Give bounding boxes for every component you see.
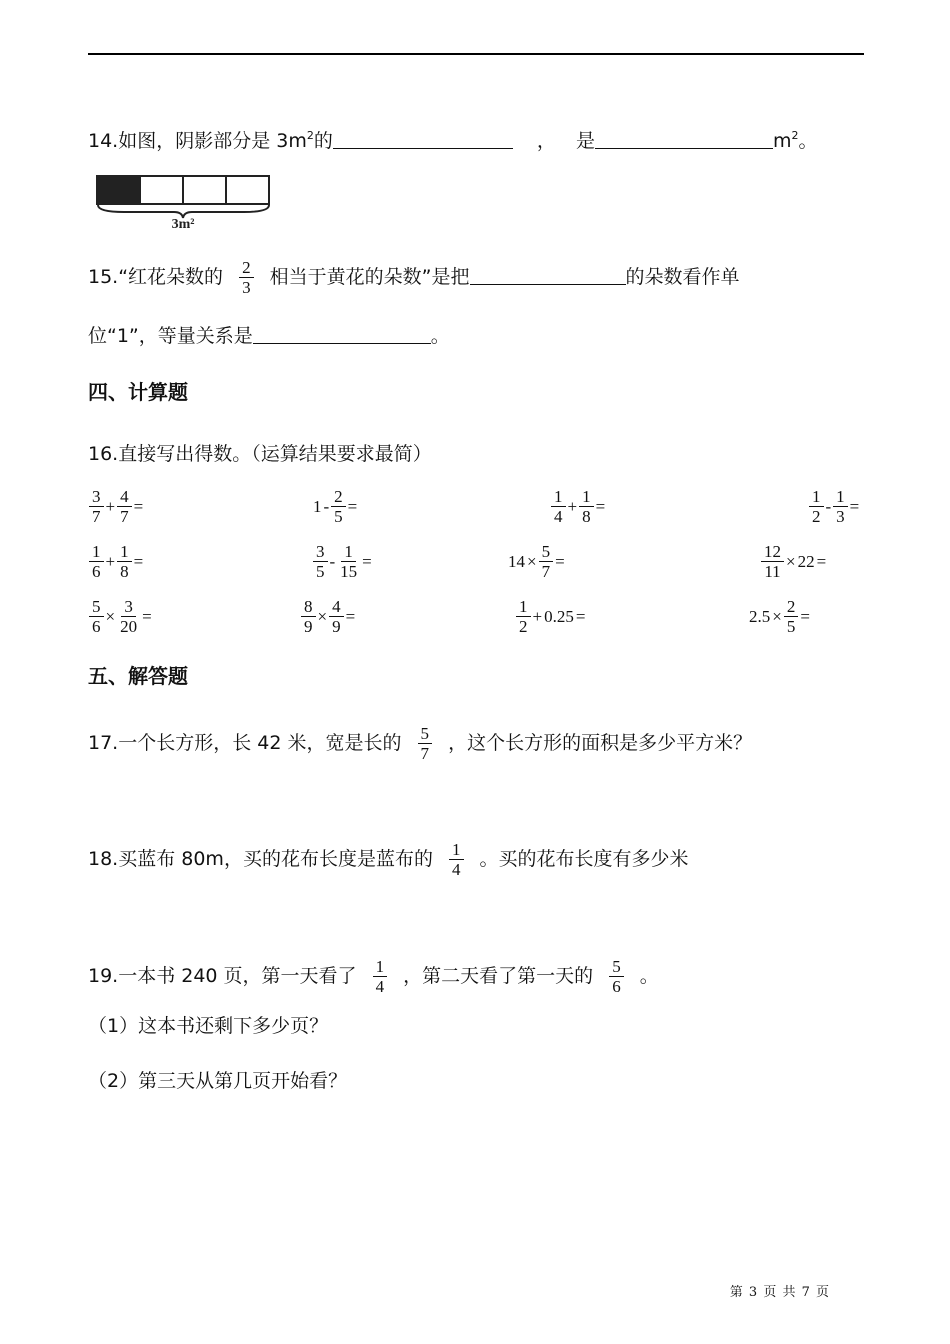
calc-10-a-den: 9 — [304, 617, 313, 636]
calc-item-9 — [88, 597, 153, 636]
q19-sub-question-1: （1）这本书还剩下多少页？ — [88, 1015, 329, 1037]
calc-10-frac-a — [301, 597, 316, 636]
calc-4-a-num: 1 — [809, 487, 824, 507]
calc-8-eq: = — [816, 551, 827, 571]
question-19 — [88, 957, 659, 996]
calc-1-frac-b — [117, 487, 132, 526]
q19-prefix: 19.一本书 240 页，第一天看了 — [88, 965, 357, 987]
q15-prefix: 15.“红花朵数的 — [88, 266, 224, 288]
q14-mid2: ， — [536, 130, 556, 152]
calc-7-frac-b — [539, 542, 554, 581]
calc-3-a-den: 4 — [554, 507, 563, 526]
calc-12-b-den: 5 — [786, 617, 796, 636]
calc-11-a-num: 1 — [516, 597, 531, 617]
calc-9-b-den: 20 — [120, 617, 138, 636]
calc-9-op: × — [105, 606, 116, 626]
calc-12-pre: 2.5 — [749, 606, 771, 626]
calc-3-a-num: 1 — [551, 487, 566, 507]
question-18 — [88, 840, 689, 879]
q15-middle: 相当于黄花的朵数”是把 — [269, 266, 470, 288]
calc-4-b-num: 1 — [833, 487, 848, 507]
calc-1-a-num: 3 — [89, 487, 104, 507]
calc-1-a-den: 7 — [92, 507, 101, 526]
q18-fraction — [449, 840, 464, 879]
calc-6-op: - — [329, 551, 336, 571]
calc-7-b-den: 7 — [541, 562, 551, 581]
calc-9-frac-a — [89, 597, 104, 636]
calc-6-eq: = — [362, 551, 372, 571]
question-14 — [88, 127, 818, 155]
calc-3-b-num: 1 — [579, 487, 594, 507]
section-5-title: 五、解答题 — [88, 664, 188, 688]
calc-4-frac-a — [809, 487, 824, 526]
calc-2-b-den: 5 — [334, 507, 343, 526]
calc-5-a-num: 1 — [89, 542, 104, 562]
q14-sup2: 2 — [791, 129, 799, 142]
calc-6-a-num: 3 — [313, 542, 328, 562]
q15-after-blank: 的朵数看作单 — [625, 266, 740, 288]
q19-sub-question-2: （2）第三天从第几页开始看？ — [88, 1070, 348, 1092]
q19-frac1-num: 1 — [373, 957, 388, 977]
calc-item-3 — [550, 487, 606, 526]
calc-11-a-den: 2 — [519, 617, 528, 636]
q19-fraction-2 — [609, 957, 624, 996]
calc-1-b-num: 4 — [117, 487, 132, 507]
q17-frac-den: 7 — [420, 744, 430, 763]
diagram-label: 3m² — [171, 217, 195, 230]
q18-suffix: 。买的花布长度有多少米 — [479, 848, 689, 870]
calc-5-frac-b — [117, 542, 132, 581]
calc-10-b-den: 9 — [332, 617, 341, 636]
q19-fraction-1 — [373, 957, 388, 996]
section-4-title: 四、计算题 — [88, 380, 188, 404]
calc-3-frac-a — [551, 487, 566, 526]
calc-6-frac-b — [337, 542, 360, 581]
calc-1-op: + — [105, 496, 116, 516]
q19-frac2-num: 5 — [609, 957, 624, 977]
calc-6-frac-a — [313, 542, 328, 581]
calc-2-op: - — [323, 496, 330, 516]
q19-suffix: 。 — [639, 965, 659, 987]
q14-sup1: 2 — [306, 129, 314, 142]
calc-8-frac-a — [761, 542, 784, 581]
calc-9-a-den: 6 — [92, 617, 101, 636]
calc-1-eq: = — [133, 496, 144, 516]
q14-end: 。 — [798, 130, 818, 152]
calc-8-a-den: 11 — [764, 562, 781, 581]
page-number: 第 3 页 共 7 页 — [729, 1285, 830, 1300]
q15-line2-prefix: 位“1”，等量关系是 — [88, 325, 253, 347]
calc-item-8 — [760, 542, 827, 581]
calc-5-eq: = — [133, 551, 144, 571]
calc-10-eq: = — [345, 606, 356, 626]
question-15-line-1 — [88, 258, 740, 297]
q14-unit: m — [773, 130, 792, 152]
calc-item-6 — [312, 542, 373, 581]
calc-9-frac-b — [117, 597, 140, 636]
q14-blank-1[interactable] — [333, 128, 513, 149]
calc-1-frac-a — [89, 487, 104, 526]
calc-5-op: + — [105, 551, 116, 571]
calc-8-op: × — [786, 551, 796, 571]
calc-5-b-num: 1 — [117, 542, 132, 562]
calc-12-b-num: 2 — [784, 597, 799, 617]
q15-frac-den: 3 — [242, 278, 251, 297]
calc-7-b-num: 5 — [539, 542, 554, 562]
calc-8-a-num: 12 — [761, 542, 784, 562]
calc-6-b-num: 1 — [341, 542, 356, 562]
q15-frac-num: 2 — [239, 258, 254, 278]
calc-item-4 — [808, 487, 860, 526]
calc-8-post: 22 — [797, 551, 815, 571]
q14-mid3: 是 — [575, 130, 595, 152]
calc-6-b-den: 15 — [340, 562, 358, 581]
calc-3-b-den: 8 — [582, 507, 591, 526]
calc-4-eq: = — [849, 496, 860, 516]
calc-12-op: × — [772, 606, 782, 626]
q15-line2-end: 。 — [430, 325, 450, 347]
q18-frac-num: 1 — [449, 840, 464, 860]
q15-fraction — [239, 258, 254, 297]
calc-9-eq: = — [142, 606, 152, 626]
calc-7-eq: = — [555, 551, 565, 571]
calc-5-b-den: 8 — [120, 562, 129, 581]
calc-10-a-num: 8 — [301, 597, 316, 617]
calc-3-eq: = — [595, 496, 606, 516]
q19-frac2-den: 6 — [612, 977, 621, 996]
calc-item-1 — [88, 487, 144, 526]
header-rule — [88, 53, 864, 55]
calc-item-5 — [88, 542, 144, 581]
calc-item-7 — [507, 542, 566, 581]
calc-2-pre: 1 — [313, 496, 322, 516]
calc-item-2 — [312, 487, 358, 526]
calc-4-a-den: 2 — [812, 507, 821, 526]
calc-6-a-den: 5 — [316, 562, 325, 581]
calc-2-b-num: 2 — [331, 487, 346, 507]
calc-5-a-den: 6 — [92, 562, 101, 581]
calc-1-b-den: 7 — [120, 507, 129, 526]
calc-4-op: - — [825, 496, 832, 516]
q14-blank-2[interactable] — [595, 128, 773, 149]
calc-10-frac-b — [329, 597, 344, 636]
q18-prefix: 18.买蓝布 80m，买的花布长度是蓝布的 — [88, 848, 433, 870]
q18-frac-den: 4 — [452, 860, 461, 879]
q14-prefix: 14.如图，阴影部分是 3m — [88, 130, 307, 152]
calc-10-op: × — [317, 606, 328, 626]
question-17 — [88, 724, 752, 763]
q14-mid1: 的 — [313, 130, 333, 152]
calc-7-pre: 14 — [508, 551, 525, 571]
calc-11-post: 0.25 — [544, 606, 574, 626]
calc-item-12 — [748, 597, 811, 636]
calc-4-frac-b — [833, 487, 848, 526]
q17-prefix: 17.一个长方形，长 42 米，宽是长的 — [88, 732, 402, 754]
calc-2-eq: = — [347, 496, 358, 516]
calc-11-op: + — [532, 606, 543, 626]
calc-12-eq: = — [800, 606, 810, 626]
calc-7-op: × — [527, 551, 537, 571]
q17-frac-num: 5 — [418, 724, 433, 744]
calc-11-frac-a — [516, 597, 531, 636]
calc-11-eq: = — [575, 606, 586, 626]
calc-10-b-num: 4 — [329, 597, 344, 617]
calc-4-b-den: 3 — [836, 507, 845, 526]
calc-9-b-num: 3 — [121, 597, 136, 617]
calc-12-frac-b — [784, 597, 799, 636]
q14-bar-diagram — [94, 172, 274, 230]
question-15-line-2 — [88, 322, 450, 350]
q19-middle: ，第二天看了第一天的 — [403, 965, 594, 987]
calc-item-11 — [515, 597, 586, 636]
calc-3-op: + — [567, 496, 578, 516]
q16-title: 16.直接写出得数。（运算结果要求最简） — [88, 443, 432, 465]
calc-5-frac-a — [89, 542, 104, 581]
q15-blank-1[interactable] — [470, 264, 626, 285]
bar-shaded-part — [97, 176, 140, 204]
q19-frac1-den: 4 — [375, 977, 385, 996]
calc-item-10 — [300, 597, 356, 636]
calc-2-frac-b — [331, 487, 346, 526]
calc-3-frac-b — [579, 487, 594, 526]
q15-blank-2[interactable] — [253, 323, 431, 344]
q17-fraction — [418, 724, 433, 763]
calc-9-a-num: 5 — [89, 597, 104, 617]
q17-suffix: ，这个长方形的面积是多少平方米？ — [448, 732, 753, 754]
